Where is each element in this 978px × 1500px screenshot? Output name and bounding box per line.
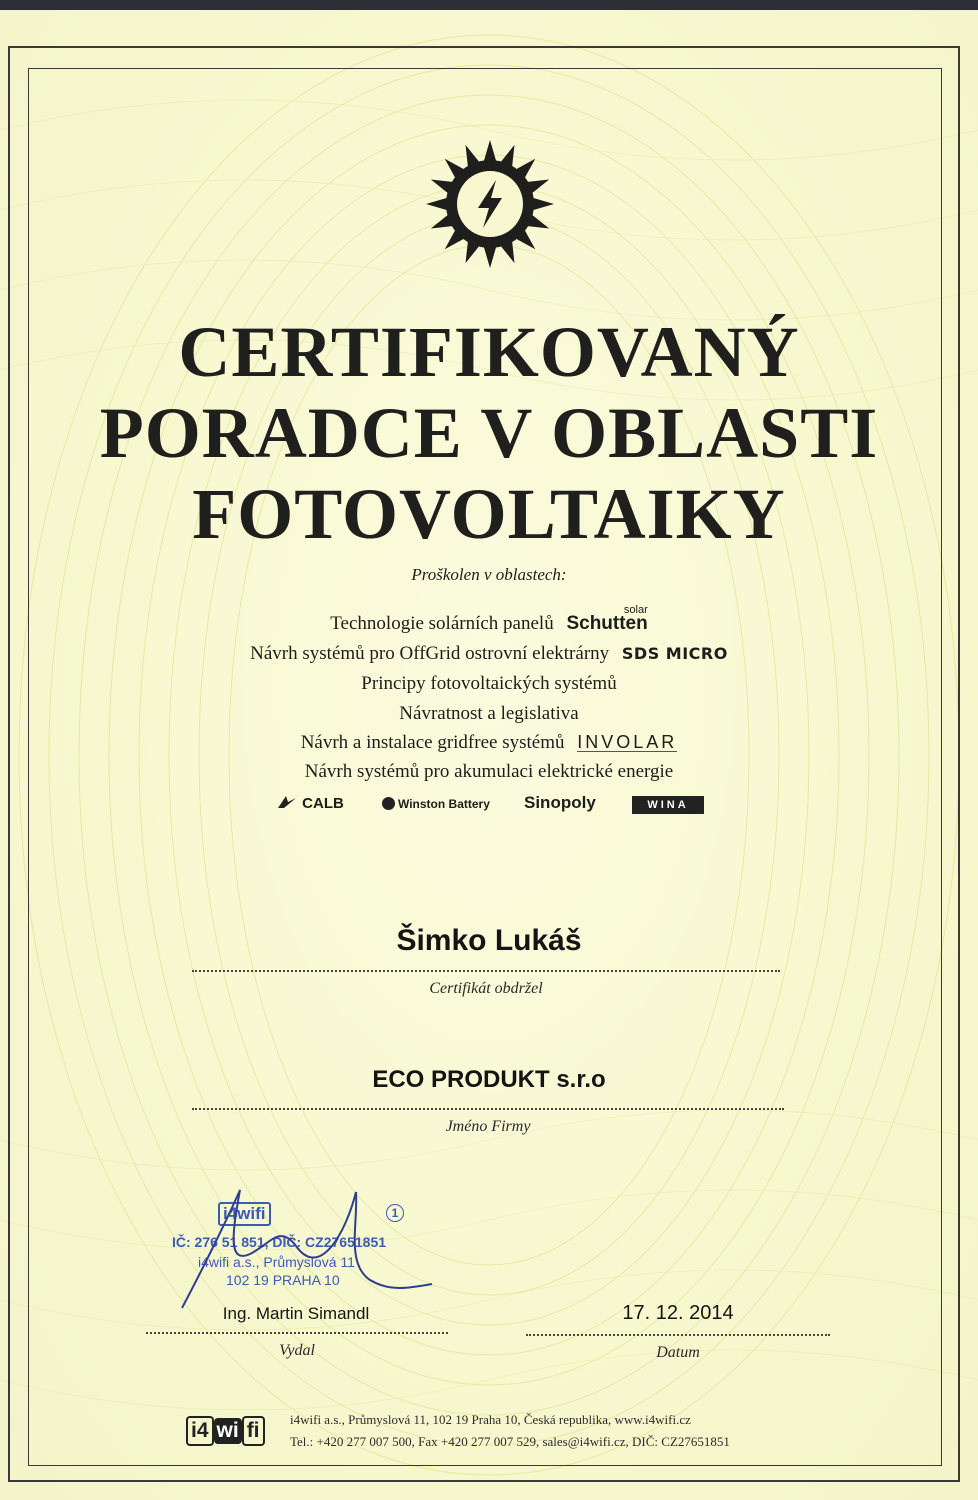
title-line-3: FOTOVOLTAIKY — [192, 474, 786, 554]
recipient-caption: Certifikát obdržel — [429, 980, 543, 997]
battery-brand-logos — [270, 794, 710, 818]
training-area-5 — [40, 731, 938, 755]
training-area-6 — [40, 760, 938, 784]
sinopoly-logo: Sinopoly — [524, 793, 596, 812]
training-area-text: Návrh systémů pro OffGrid ostrovní elektrárny — [250, 643, 610, 664]
calb-logo: CALB — [276, 794, 344, 812]
stamp-logo: i4wifi — [218, 1202, 271, 1226]
stamp-line-1: IČ: 276 51 851, DIČ: CZ27651851 — [172, 1234, 387, 1250]
training-area-text: Technologie solárních panelů — [330, 613, 554, 634]
sun-bolt-emblem-icon — [424, 138, 556, 270]
training-area-text: Návratnost a legislativa — [399, 703, 579, 724]
training-area-4 — [40, 702, 938, 726]
involar-logo: INVOLAR — [577, 732, 678, 752]
i4wifi-footer-logo: i4 wi fi — [186, 1416, 278, 1446]
issuer-caption: Vydal — [279, 1342, 315, 1359]
footer-address: i4wifi a.s., Průmyslová 11, 102 19 Praha 10, Česká republika, www.i4wifi.cz — [290, 1412, 691, 1427]
training-area-2 — [40, 642, 938, 666]
company-caption: Jméno Firmy — [445, 1118, 531, 1135]
wina-logo: WINA — [632, 796, 704, 814]
title-line-1: CERTIFIKOVANÝ — [178, 312, 800, 392]
issuer-name: Ing. Martin Simandl — [222, 1304, 370, 1323]
recipient-dotted-line — [192, 970, 780, 972]
issue-date: 17. 12. 2014 — [622, 1302, 734, 1324]
issuer-dotted-line — [146, 1332, 448, 1334]
handwritten-signature — [170, 1184, 440, 1314]
trained-in-subtitle: Proškolen v oblastech: — [411, 565, 567, 584]
title-line-2: PORADCE V OBLASTI — [99, 393, 879, 473]
recipient-name: Šimko Lukáš — [396, 924, 582, 957]
stamp-line-3: 102 19 PRAHA 10 — [226, 1272, 340, 1288]
date-dotted-line — [526, 1334, 830, 1336]
training-area-text: Principy fotovoltaických systémů — [361, 673, 617, 694]
company-dotted-line — [192, 1108, 784, 1110]
footer-contacts: Tel.: +420 277 007 500, Fax +420 277 007 529, sales@i4wifi.cz, DIČ: CZ27651851 — [290, 1434, 730, 1449]
scan-top-edge — [0, 0, 978, 10]
training-area-text: Návrh a instalace gridfree systémů — [300, 732, 565, 753]
training-area-1 — [40, 604, 938, 636]
stamp-line-2: i4wifi a.s., Průmyslová 11 — [198, 1254, 355, 1270]
winston-battery-logo: Winston Battery — [382, 797, 490, 811]
date-caption: Datum — [656, 1344, 700, 1361]
company-name: ECO PRODUKT s.r.o — [372, 1066, 606, 1093]
stamp-circle-number: 1 — [386, 1204, 404, 1222]
sds-micro-logo: SDS MICRO — [621, 644, 728, 663]
training-area-text: Návrh systémů pro akumulaci elektrické energie — [304, 761, 674, 782]
training-area-3 — [40, 672, 938, 696]
winston-emblem-icon — [382, 797, 395, 810]
schutten-solar-logo: Schutten solar — [566, 604, 648, 634]
calb-mark-icon — [276, 794, 298, 810]
